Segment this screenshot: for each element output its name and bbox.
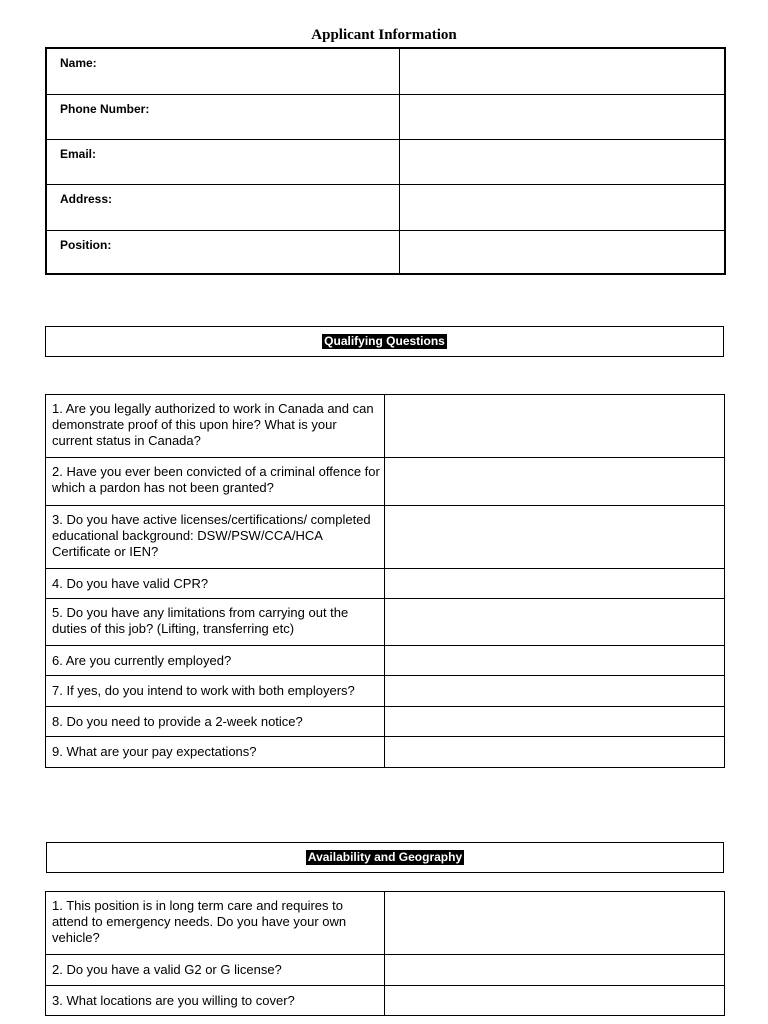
applicant-row-address — [46, 184, 725, 230]
qualifying-questions-header — [45, 326, 724, 357]
question-row — [46, 707, 725, 737]
position-value[interactable] — [399, 230, 725, 274]
applicant-information-table — [45, 47, 726, 275]
question-row — [46, 737, 725, 768]
answer-cell[interactable] — [385, 676, 725, 707]
question-text: 9. What are your pay expectations? — [46, 737, 385, 768]
question-row — [46, 458, 725, 506]
question-text: 7. If yes, do you intend to work with both employers? — [46, 676, 385, 707]
availability-geography-header — [46, 842, 724, 873]
email-value[interactable] — [399, 139, 725, 184]
question-text: 1. Are you legally authorized to work in Canada and can demonstrate proof of this upon hire? What is your current status in Canada? — [46, 395, 385, 458]
answer-cell[interactable] — [385, 506, 725, 569]
question-text: 1. This position is in long term care and requires to attend to emergency needs. Do you have your own vehicle? — [46, 892, 385, 955]
question-text: 4. Do you have valid CPR? — [46, 569, 385, 599]
question-row — [46, 646, 725, 676]
question-text: 2. Do you have a valid G2 or G license? — [46, 955, 385, 986]
name-value[interactable] — [399, 48, 725, 94]
position-label: Position: — [46, 230, 399, 274]
question-text: 3. What locations are you willing to cover? — [46, 986, 385, 1016]
qualifying-questions-heading: Qualifying Questions — [324, 334, 445, 348]
question-row — [46, 986, 725, 1016]
answer-cell[interactable] — [385, 569, 725, 599]
qualifying-questions-table — [45, 394, 725, 768]
answer-cell[interactable] — [385, 955, 725, 986]
applicant-row-phone — [46, 94, 725, 139]
question-row — [46, 892, 725, 955]
answer-cell[interactable] — [385, 395, 725, 458]
question-row — [46, 676, 725, 707]
answer-cell[interactable] — [385, 986, 725, 1016]
name-label: Name: — [46, 48, 399, 94]
email-label: Email: — [46, 139, 399, 184]
phone-number-label: Phone Number: — [46, 94, 399, 139]
question-text: 6. Are you currently employed? — [46, 646, 385, 676]
applicant-information-title: Applicant Information — [311, 27, 457, 43]
applicant-row-name — [46, 48, 725, 94]
applicant-row-position — [46, 230, 725, 274]
answer-cell[interactable] — [385, 892, 725, 955]
question-row — [46, 569, 725, 599]
answer-cell[interactable] — [385, 707, 725, 737]
address-label: Address: — [46, 184, 399, 230]
question-text: 8. Do you need to provide a 2-week notice? — [46, 707, 385, 737]
availability-questions-table — [45, 891, 725, 1016]
applicant-row-email — [46, 139, 725, 184]
answer-cell[interactable] — [385, 646, 725, 676]
answer-cell[interactable] — [385, 737, 725, 768]
question-row — [46, 506, 725, 569]
question-row — [46, 395, 725, 458]
question-text: 5. Do you have any limitations from carrying out the duties of this job? (Lifting, transferring etc) — [46, 599, 385, 646]
question-row — [46, 599, 725, 646]
question-text: 2. Have you ever been convicted of a criminal offence for which a pardon has not been granted? — [46, 458, 385, 506]
availability-geography-heading: Availability and Geography — [307, 850, 463, 864]
answer-cell[interactable] — [385, 458, 725, 506]
address-value[interactable] — [399, 184, 725, 230]
question-text: 3. Do you have active licenses/certifications/ completed educational background: DSW/PSW/CCA/HCA Certificate or IEN? — [46, 506, 385, 569]
question-row — [46, 955, 725, 986]
phone-number-value[interactable] — [399, 94, 725, 139]
answer-cell[interactable] — [385, 599, 725, 646]
